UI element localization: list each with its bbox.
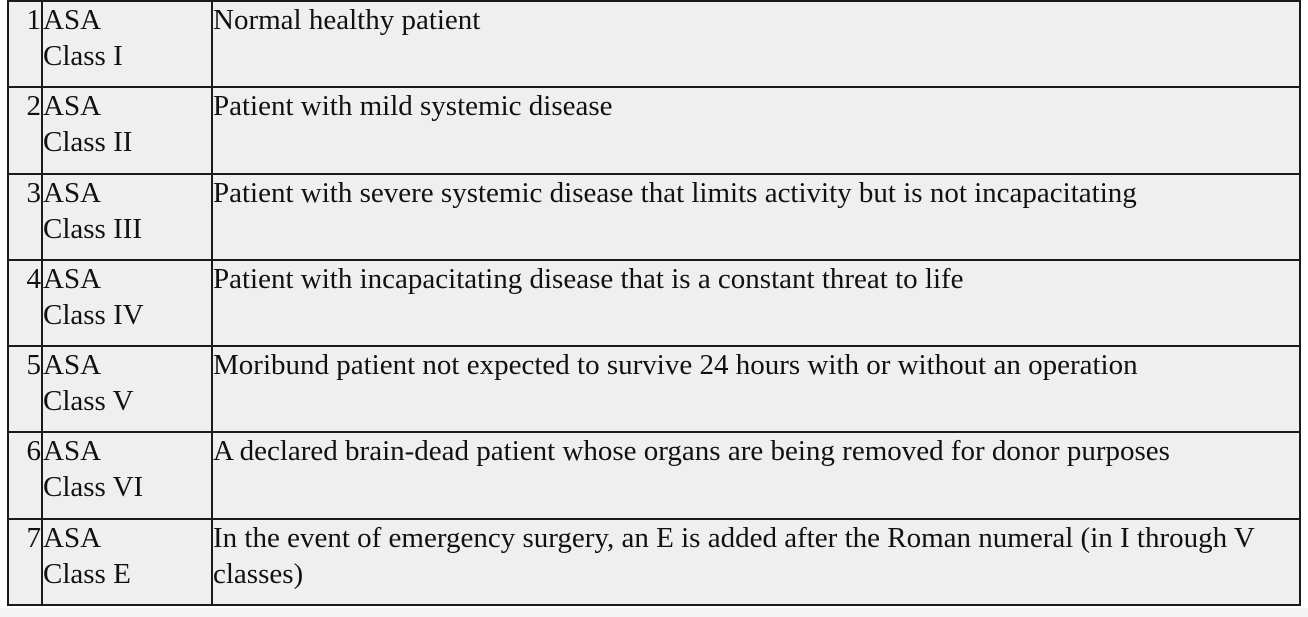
asa-class-prefix: ASA	[43, 262, 102, 295]
asa-classification-table	[7, 0, 1301, 606]
asa-class-cell	[42, 432, 212, 518]
row-number: 4	[8, 260, 42, 346]
asa-class-name: Class IV	[43, 298, 144, 331]
asa-class-prefix: ASA	[43, 90, 102, 123]
asa-class-prefix: ASA	[43, 349, 102, 382]
table-row	[8, 346, 1300, 432]
class-description: Moribund patient not expected to survive 24 hours with or without an operation	[212, 346, 1300, 432]
table-row	[8, 432, 1300, 518]
bottom-margin	[0, 608, 1308, 617]
table-row	[8, 519, 1300, 605]
class-description: Patient with mild systemic disease	[212, 87, 1300, 173]
asa-class-cell	[42, 174, 212, 260]
asa-class-prefix: ASA	[43, 176, 102, 209]
row-number: 1	[8, 1, 42, 87]
row-number: 7	[8, 519, 42, 605]
table-row	[8, 87, 1300, 173]
class-description: In the event of emergency surgery, an E is added after the Roman numeral (in I through V classes)	[212, 519, 1300, 605]
table-body	[8, 1, 1300, 605]
class-description: Normal healthy patient	[212, 1, 1300, 87]
asa-class-cell	[42, 1, 212, 87]
asa-class-cell	[42, 260, 212, 346]
asa-class-name: Class III	[43, 212, 143, 245]
asa-class-name: Class E	[43, 557, 131, 590]
asa-class-cell	[42, 519, 212, 605]
class-description: Patient with incapacitating disease that is a constant threat to life	[212, 260, 1300, 346]
table-row	[8, 1, 1300, 87]
asa-class-prefix: ASA	[43, 435, 102, 468]
asa-class-name: Class I	[43, 40, 123, 72]
asa-class-prefix: ASA	[43, 4, 102, 36]
asa-class-prefix: ASA	[43, 521, 102, 554]
row-number: 2	[8, 87, 42, 173]
asa-class-name: Class II	[43, 126, 133, 159]
asa-class-cell	[42, 346, 212, 432]
class-description: Patient with severe systemic disease that limits activity but is not incapacitating	[212, 174, 1300, 260]
row-number: 6	[8, 432, 42, 518]
row-number: 3	[8, 174, 42, 260]
asa-class-cell	[42, 87, 212, 173]
table-row	[8, 260, 1300, 346]
asa-class-name: Class V	[43, 385, 134, 418]
asa-class-name: Class VI	[43, 471, 144, 504]
class-description: A declared brain-dead patient whose organs are being removed for donor purposes	[212, 432, 1300, 518]
table-row	[8, 174, 1300, 260]
row-number: 5	[8, 346, 42, 432]
